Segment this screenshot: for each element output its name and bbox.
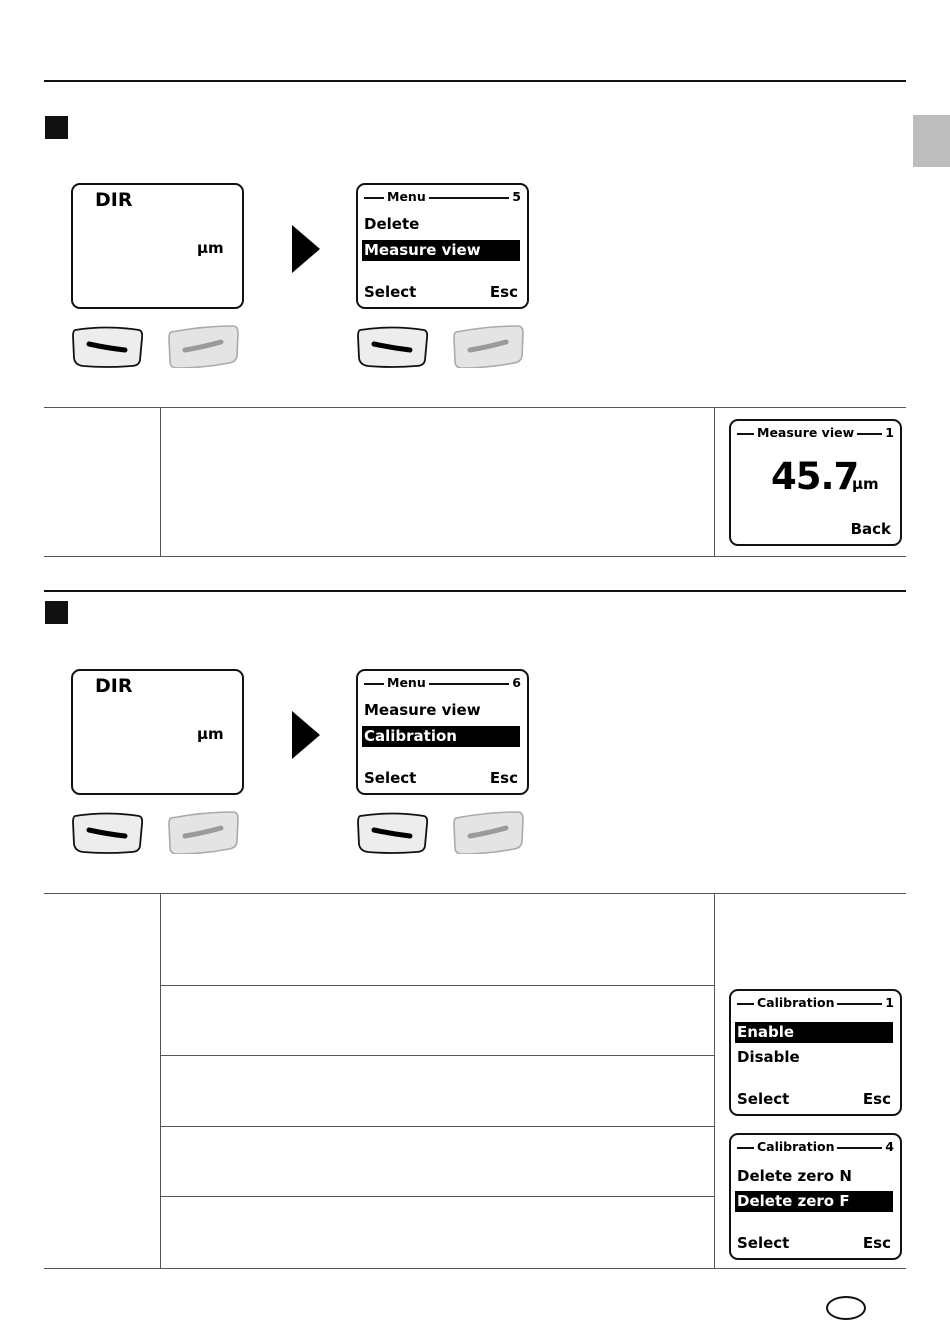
calibration-header <box>737 1139 894 1155</box>
side-tab-marker <box>913 115 950 167</box>
calibration-title: Calibration <box>754 995 837 1011</box>
right-softkey-inactive[interactable] <box>167 324 239 368</box>
menu-index: 5 <box>509 189 521 205</box>
table1-col-divider <box>160 407 161 557</box>
menu-title: Menu <box>384 189 429 205</box>
table2-col-divider <box>714 893 715 1269</box>
menu-header <box>364 675 521 691</box>
display-calibration-1 <box>729 989 902 1116</box>
right-softkey-inactive[interactable] <box>167 810 239 854</box>
table1-col-divider <box>714 407 715 557</box>
menu-header <box>364 189 521 205</box>
display-menu-2 <box>356 669 529 795</box>
left-softkey-active[interactable] <box>356 324 428 368</box>
table1-top-rule <box>44 407 906 408</box>
arrow-right-icon <box>292 225 320 273</box>
measurement-value: 45.7 <box>771 455 859 498</box>
softkey-esc-label: Esc <box>862 1234 891 1252</box>
softkey-esc-label: Esc <box>489 283 518 301</box>
top-rule <box>44 80 906 82</box>
measurement-unit: µm <box>852 475 879 493</box>
softkey-select-label: Select <box>737 1234 790 1252</box>
menu-item-delete-zero-f-selected[interactable]: Delete zero F <box>735 1191 893 1212</box>
display-calibration-4 <box>729 1133 902 1260</box>
softkey-esc-label: Esc <box>862 1090 891 1108</box>
display-mode-label: DIR <box>95 189 133 211</box>
measure-view-index: 1 <box>882 425 894 441</box>
display-unit-label: µm <box>197 725 224 743</box>
softkey-select-label: Select <box>364 769 417 787</box>
menu-item-disable[interactable]: Disable <box>737 1048 800 1066</box>
arrow-right-icon <box>292 711 320 759</box>
table2-col-divider <box>160 893 161 1269</box>
table2-row-rule <box>160 1055 714 1056</box>
left-softkey-active[interactable] <box>356 810 428 854</box>
menu-item-delete[interactable]: Delete <box>364 215 420 233</box>
left-softkey-active[interactable] <box>71 324 143 368</box>
table2-row-rule <box>160 1126 714 1127</box>
table2-bottom-rule <box>44 1268 906 1269</box>
softkey-select-label: Select <box>737 1090 790 1108</box>
right-softkey-inactive[interactable] <box>452 810 524 854</box>
display-mode-label: DIR <box>95 675 133 697</box>
measure-view-header <box>737 425 894 441</box>
menu-title: Menu <box>384 675 429 691</box>
language-badge-oval <box>826 1296 866 1320</box>
display-menu-1 <box>356 183 529 309</box>
right-softkey-inactive[interactable] <box>452 324 524 368</box>
section-marker-1 <box>45 116 68 139</box>
menu-item-enable-selected[interactable]: Enable <box>735 1022 893 1043</box>
softkey-select-label: Select <box>364 283 417 301</box>
softkey-back-label: Back <box>850 520 891 538</box>
display-idle-2 <box>71 669 244 795</box>
table2-row-rule <box>160 1196 714 1197</box>
table2-row-rule <box>160 985 714 986</box>
calibration-index: 4 <box>882 1139 894 1155</box>
calibration-index: 1 <box>882 995 894 1011</box>
section-marker-2 <box>45 601 68 624</box>
calibration-header <box>737 995 894 1011</box>
softkey-esc-label: Esc <box>489 769 518 787</box>
menu-item-measure-view-selected[interactable]: Measure view <box>362 240 520 261</box>
left-softkey-active[interactable] <box>71 810 143 854</box>
table2-top-rule <box>44 893 906 894</box>
calibration-title: Calibration <box>754 1139 837 1155</box>
menu-item-calibration-selected[interactable]: Calibration <box>362 726 520 747</box>
display-measure-view <box>729 419 902 546</box>
menu-item-delete-zero-n[interactable]: Delete zero N <box>737 1167 852 1185</box>
section2-rule <box>44 590 906 592</box>
display-unit-label: µm <box>197 239 224 257</box>
table1-bottom-rule <box>44 556 906 557</box>
measure-view-title: Measure view <box>754 425 857 441</box>
menu-index: 6 <box>509 675 521 691</box>
display-idle-1 <box>71 183 244 309</box>
menu-item-measure-view[interactable]: Measure view <box>364 701 481 719</box>
